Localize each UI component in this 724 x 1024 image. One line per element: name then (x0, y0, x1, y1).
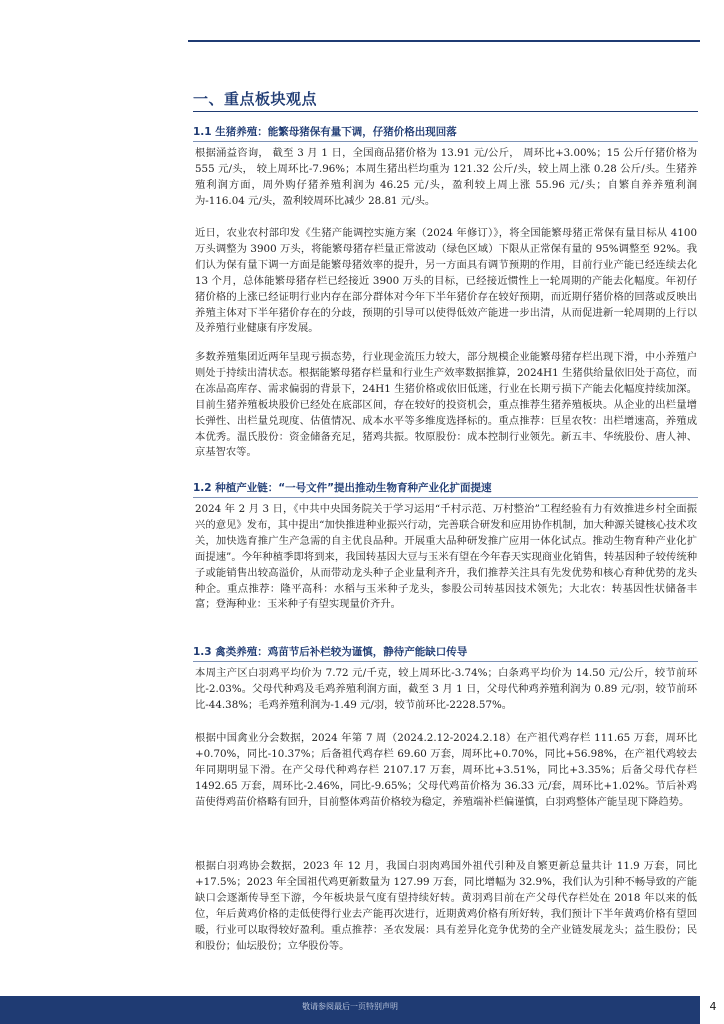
paragraph: 近日，农业农村部印发《生猪产能调控实施方案（2024 年修订）》，将全国能繁母猪正常保有量目标从 4100 万头调整为 3900 万头，将能繁母猪存栏量正常波动（绿色区域）下限从正常保有量的 95%调整至 92%。我们认为保有量下调一方面是能繁母猪效率的提升，另一方面具有调节预期的作用，目前行业产能已经连续去化 13 个月，总体能繁母猪存栏已经接近 3900 万头的目标，已经接近惯性上一轮周期的产能去化幅度。年初仔猪价格的上涨已经证明行业内存在部分群体对今年下半年猪价存在较好预期，而近期仔猪价格的回落或反映出养殖主体对下半年猪价存在的分歧，预期的引导可以使得低效产能进一步出清，从而促进新一轮周期的上行以及养殖行业健康有序发展。 (195, 227, 697, 335)
footer-disclaimer: 敬请参阅最后一页特别声明 (302, 1002, 398, 1011)
paragraph: 根据白羽鸡协会数据，2023 年 12 月，我国白羽肉鸡国外祖代引种及自繁更新总量共计 11.9 万套，同比+17.5%；2023 年全国祖代鸡更新数量为 127.99 万套，同比增幅为 32.9%，我们认为引种不畅导致的产能缺口会逐渐传导至下游，今年板块景气度有望持续好转。黄羽鸡目前在产父母代存栏处在 2018 年以来的低位，年后黄鸡价格的走低使得行业去产能再次进行，近期黄鸡价格有所好转，我们预计下半年黄鸡价格有望回暖，行业可以取得较好盈利。重点推荐：圣农发展：具有差异化竞争优势的全产业链发展龙头；益生股份；民和股份；仙坛股份；立华股份等。 (195, 860, 697, 952)
section-title-rule (193, 111, 698, 112)
subsection-rule (193, 661, 698, 662)
paragraph: 根据涌益咨询， 截至 3 月 1 日，全国商品猪价格为 13.91 元/公斤， 周环比+3.00%；15 公斤仔猪价格为 555 元/头， 较上周环比-7.96%；本周生猪出栏均重为 121.32 公斤/头，较上周上涨 0.28 公斤/头。生猪养殖利润方面，周外购仔猪养殖利润为 46.25 元/头，盈利较上周上涨 55.96 元/头；自繁自养养殖利润为-116.04 元/头，盈利较周环比减少 28.81 元/头。 (195, 147, 697, 207)
paragraph: 2024 年 2 月 3 日，《中共中央国务院关于学习运用“千村示范、万村整治”工程经验有力有效推进乡村全面振兴的意见》发布，其中提出“加快推进种业振兴行动，完善联合研发和应用协作机制，加大种源关键核心技术攻关，加快选育推广生产急需的自主优良品种。开展重大品种研发推广应用一体化试点。推动生物育种产业化扩面提速”。今年种植季即将到来，我国转基因大豆与玉米有望在今年春天实现商业化销售，转基因种子较传统种子或能销售出较高溢价，从而带动龙头种子企业量利齐升，我们推荐关注具有先发优势和核心育种优势的龙头种企。重点推荐：隆平高科：水稻与玉米种子龙头，参股公司转基因技术领先；大北农：转基因性状储备丰富；登海种业：玉米种子有望实现量价齐升。 (195, 503, 697, 611)
paragraph: 根据中国禽业分会数据，2024 年第 7 周（2024.2.12-2024.2.18）在产祖代鸡存栏 111.65 万套，周环比+0.70%，同比-10.37%；后备祖代鸡存栏 69.60 万套，周环比+0.70%，同比+56.98%，在产祖代鸡较去年同期明显下滑。在产父母代种鸡存栏 2107.17 万套，周环比+3.51%，同比+3.35%；后备父母代存栏 1492.65 万套，周环比-2.46%，同比-9.65%；父母代鸡苗价格为 36.33 元/套，周环比+1.02%。节后补鸡苗使得鸡苗价格略有回升，目前整体鸡苗价格较为稳定，养殖端补栏偏谨慎，白羽鸡整体产能呈现下降趋势。 (195, 732, 697, 808)
subsection-heading-poultry: 1.3 禽类养殖：鸡苗节后补栏较为谨慎，静待产能缺口传导 (193, 646, 468, 658)
header-rule (188, 40, 700, 42)
paragraph: 多数养殖集团近两年呈现亏损态势，行业现金流压力较大，部分规模企业能繁母猪存栏出现下滑，中小养殖户则处于持续出清状态。根据能繁母猪存栏量和行业生产效率数据推算，2024H1 生猪供给量依旧处于高位，而在冻品高库存、需求偏弱的背景下，24H1 生猪价格或依旧低迷，行业在长期亏损下产能去化幅度持续加深。目前生猪养殖板块股价已经处在底部区间，存在较好的投资机会，重点推荐生猪养殖板块。从企业的出栏量增长弹性、出栏量兑现度、估值情况、成本水平等多维度选择标的。重点推荐：巨星农牧：出栏增速高，养殖成本优秀。温氏股份：资金储备充足，猪鸡共振。牧原股份：成本控制行业领先。新五丰、华统股份、唐人神、京基智农等。 (195, 351, 697, 459)
subsection-heading-hog: 1.1 生猪养殖：能繁母猪保有量下调，仔猪价格出现回落 (193, 126, 457, 138)
subsection-rule (193, 141, 698, 142)
page-number: 4 (709, 1000, 717, 1013)
paragraph: 本周主产区白羽鸡平均价为 7.72 元/千克，较上周环比-3.74%；白条鸡平均价为 14.50 元/公斤，较节前环比-2.03%。父母代种鸡及毛鸡养殖利润方面，截至 3 月 1 日，父母代种鸡养殖利润为 0.89 元/羽，较节前环比-44.38%；毛鸡养殖利润为-1.49 元/羽，较节前环比-2228.57%。 (195, 667, 697, 711)
subsection-rule (193, 497, 698, 498)
section-title: 一、重点板块观点 (193, 90, 318, 108)
subsection-heading-planting: 1.2 种植产业链：“一号文件”提出推动生物育种产业化扩面提速 (193, 482, 492, 494)
